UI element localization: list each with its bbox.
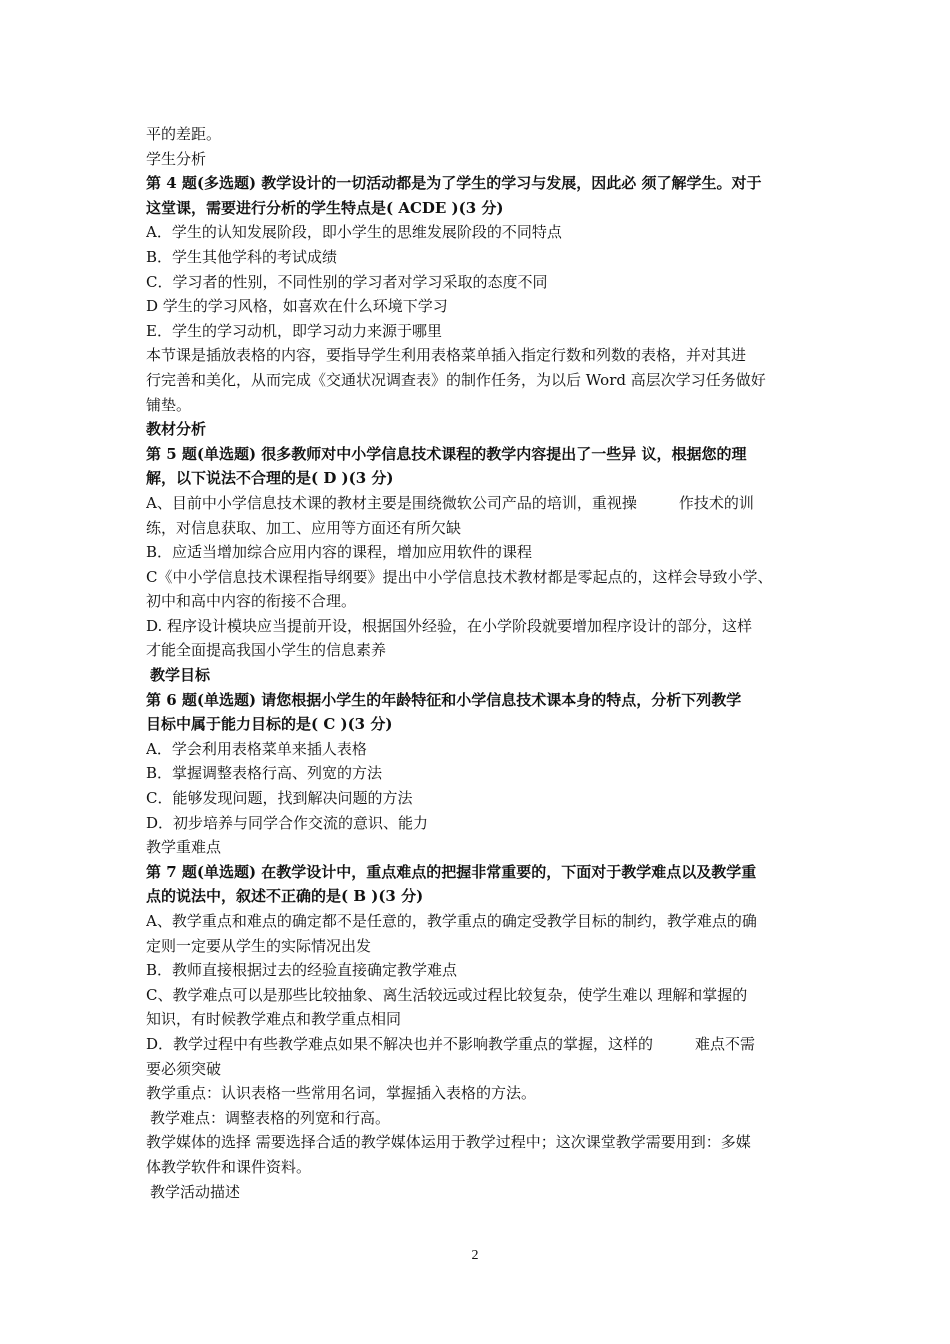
question-6-stem: 第 6 题(单选题) 请您根据小学生的年龄特征和小学信息技术课本身的特点，分析下列教学 xyxy=(146,690,742,709)
page-body xyxy=(146,122,810,1204)
paragraph-line: 铺垫。 xyxy=(146,395,192,414)
question-7-option-c: C、教学难点可以是那些比较抽象、离生活较远或过程比较复杂，使学生难以 理解和掌握的 xyxy=(146,985,748,1004)
question-7-option-d-cont: 要必须突破 xyxy=(146,1059,222,1078)
question-6-option-c: C．能够发现问题，找到解决问题的方法 xyxy=(146,789,413,808)
question-4-option-d: D 学生的学习风格，如喜欢在什么环境下学习 xyxy=(146,297,448,316)
question-6-stem-cont: 目标中属于能力目标的是( C )(3 分) xyxy=(146,715,393,734)
text-fragment: A、目前中小学信息技术课的教材主要是围绕微软公司产品的培训，重视操 xyxy=(146,493,637,512)
question-6-option-d: D．初步培养与同学合作交流的意识、能力 xyxy=(146,813,429,832)
question-4-stem-cont: 这堂课，需要进行分析的学生特点是( ACDE )(3 分) xyxy=(146,198,504,217)
section-heading-activity-description: 教学活动描述 xyxy=(150,1182,241,1201)
question-7-stem-cont: 点的说法中，叙述不正确的是( B )(3 分) xyxy=(146,887,424,906)
text-fragment: D．教学过程中有些教学难点如果不解决也并不影响教学重点的掌握，这样的 xyxy=(146,1034,654,1053)
key-point-line: 教学重点：认识表格一些常用名词，掌握插入表格的方法。 xyxy=(146,1084,537,1103)
question-5-option-c-cont: 初中和高中内容的衔接不合理。 xyxy=(146,592,357,611)
question-5-option-a xyxy=(146,491,810,516)
question-7-option-a-cont: 定则一定要从学生的实际情况出发 xyxy=(146,936,372,955)
section-heading-teaching-goals: 教学目标 xyxy=(150,666,211,685)
paragraph-line: 本节课是插放表格的内容，要指导学生利用表格菜单插入指定行数和列数的表格，并对其进 xyxy=(146,346,747,365)
question-4-option-e: E．学生的学习动机，即学习动力来源于哪里 xyxy=(146,321,442,340)
media-selection-line: 教学媒体的选择 需要选择合适的教学媒体运用于教学过程中；这次课堂教学需要用到：多媒 xyxy=(146,1133,751,1152)
question-6-option-a: A．学会利用表格菜单来插人表格 xyxy=(146,739,367,758)
question-6-option-b: B．掌握调整表格行高、列宽的方法 xyxy=(146,764,383,783)
text-line: 平的差距。 xyxy=(146,125,222,143)
page-number: 2 xyxy=(471,1248,479,1263)
question-7-option-b: B．教师直接根据过去的经验直接确定教学难点 xyxy=(146,961,458,980)
question-5-option-a-cont: 练，对信息获取、加工、应用等方面还有所欠缺 xyxy=(146,518,462,537)
question-5-stem-cont: 解，以下说法不合理的是( D )(3 分) xyxy=(146,469,394,488)
question-7-option-d xyxy=(146,1032,810,1057)
question-5-option-d: D. 程序设计模块应当提前开设，根据国外经验，在小学阶段就要增加程序设计的部分，这样 xyxy=(146,616,753,635)
question-7-stem: 第 7 题(单选题) 在教学设计中，重点难点的把握非常重要的，下面对于教学难点以及教学重 xyxy=(146,862,757,881)
question-5-option-b: B．应适当增加综合应用内容的课程，增加应用软件的课程 xyxy=(146,543,533,562)
section-heading-key-difficult-points: 教学重难点 xyxy=(146,838,222,857)
paragraph-line: 行完善和美化，从而完成《交通状况调查表》的制作任务，为以后 Word 高层次学习任务做好 xyxy=(146,370,766,389)
text-fragment: 难点不需 xyxy=(695,1034,756,1053)
question-7-option-a: A、教学重点和难点的确定都不是任意的，教学重点的确定受教学目标的制约，教学难点的确 xyxy=(146,912,757,930)
question-5-option-d-cont: 才能全面提高我国小学生的信息素养 xyxy=(146,641,387,660)
media-selection-line-cont: 体教学软件和课件资料。 xyxy=(146,1157,312,1176)
section-heading-textbook-analysis: 教材分析 xyxy=(146,420,207,439)
section-heading-student-analysis: 学生分析 xyxy=(146,149,207,168)
question-7-option-c-cont: 知识，有时候教学难点和教学重点相同 xyxy=(146,1010,402,1029)
question-5-option-c: C《中小学信息技术课程指导纲要》提出中小学信息技术教材都是零起点的，这样会导致小学、 xyxy=(146,567,773,586)
question-4-stem: 第 4 题(多选题) 教学设计的一切活动都是为了学生的学习与发展，因此必 须了解学生。对于 xyxy=(146,174,762,193)
question-4-option-b: B．学生其他学科的考试成绩 xyxy=(146,247,338,266)
question-4-option-a: A．学生的认知发展阶段，即小学生的思维发展阶段的不同特点 xyxy=(146,223,562,242)
difficult-point-line: 教学难点：调整表格的列宽和行高。 xyxy=(150,1108,391,1127)
question-4-option-c: C．学习者的性别，不同性别的学习者对学习采取的态度不同 xyxy=(146,272,548,291)
question-5-stem: 第 5 题(单选题) 很多教师对中小学信息技术课程的教学内容提出了一些异 议，根据您的理 xyxy=(146,444,747,463)
text-fragment: 作技术的训 xyxy=(678,493,754,512)
